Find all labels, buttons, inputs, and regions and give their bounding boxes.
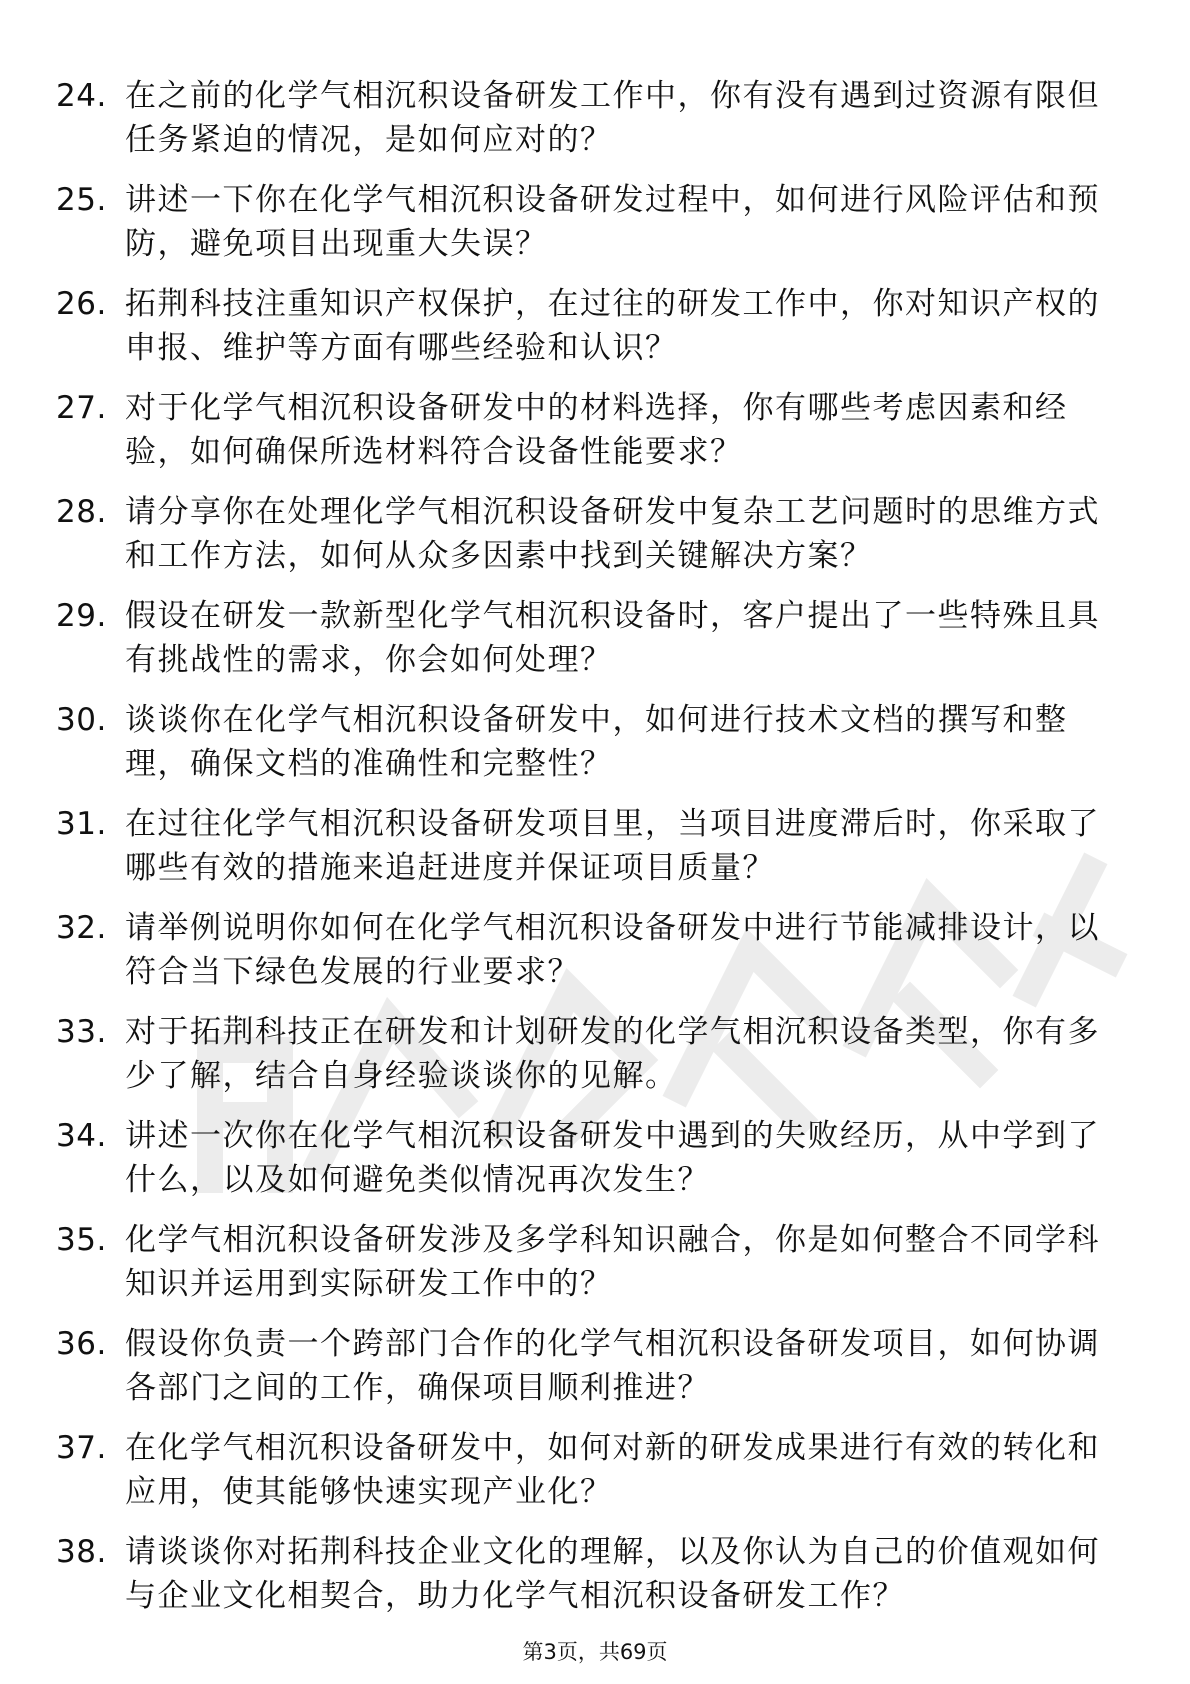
question-text: 拓荆科技注重知识产权保护，在过往的研发工作中，你对知识产权的申报、维护等方面有哪些经验和认识？ (125, 286, 1100, 366)
question-text: 假设在研发一款新型化学气相沉积设备时，客户提出了一些特殊且具有挑战性的需求，你会如何处理？ (125, 598, 1100, 678)
question-text: 讲述一下你在化学气相沉积设备研发过程中，如何进行风险评估和预防，避免项目出现重大失误？ (125, 182, 1100, 262)
list-item (0, 486, 1190, 590)
question-number: 34. (56, 1118, 107, 1154)
list-item (0, 278, 1190, 382)
list-item (0, 70, 1190, 174)
list-item (0, 1422, 1190, 1526)
question-number: 35. (56, 1222, 107, 1258)
question-number: 36. (56, 1326, 107, 1362)
list-item (0, 590, 1190, 694)
question-number: 37. (56, 1430, 107, 1466)
question-number: 28. (56, 494, 107, 530)
page-number: 第3页，共69页 (522, 1640, 668, 1664)
question-number: 30. (56, 702, 107, 738)
list-item (0, 1214, 1190, 1318)
question-list (0, 70, 1190, 1630)
list-item (0, 1526, 1190, 1630)
question-number: 24. (56, 78, 107, 114)
list-item (0, 1006, 1190, 1110)
question-text: 在化学气相沉积设备研发中，如何对新的研发成果进行有效的转化和应用，使其能够快速实现产业化？ (125, 1430, 1100, 1510)
question-number: 27. (56, 390, 107, 426)
question-number: 29. (56, 598, 107, 634)
question-text: 请分享你在处理化学气相沉积设备研发中复杂工艺问题时的思维方式和工作方法，如何从众多因素中找到关键解决方案？ (125, 494, 1100, 574)
list-item (0, 798, 1190, 902)
question-text: 谈谈你在化学气相沉积设备研发中，如何进行技术文档的撰写和整理，确保文档的准确性和完整性？ (125, 702, 1068, 782)
question-number: 25. (56, 182, 107, 218)
question-text: 假设你负责一个跨部门合作的化学气相沉积设备研发项目，如何协调各部门之间的工作，确保项目顺利推进？ (125, 1326, 1100, 1406)
question-text: 对于拓荆科技正在研发和计划研发的化学气相沉积设备类型，你有多少了解，结合自身经验谈谈你的见解。 (125, 1014, 1100, 1094)
question-text: 在之前的化学气相沉积设备研发工作中，你有没有遇到过资源有限但任务紧迫的情况，是如何应对的？ (125, 78, 1100, 158)
question-text: 对于化学气相沉积设备研发中的材料选择，你有哪些考虑因素和经验，如何确保所选材料符合设备性能要求？ (125, 390, 1068, 470)
question-text: 化学气相沉积设备研发涉及多学科知识融合，你是如何整合不同学科知识并运用到实际研发工作中的？ (125, 1222, 1100, 1302)
list-item (0, 902, 1190, 1006)
question-text: 讲述一次你在化学气相沉积设备研发中遇到的失败经历，从中学到了什么，以及如何避免类似情况再次发生？ (125, 1118, 1100, 1198)
question-number: 26. (56, 286, 107, 322)
question-number: 33. (56, 1014, 107, 1050)
list-item (0, 1110, 1190, 1214)
question-number: 32. (56, 910, 107, 946)
question-text: 在过往化学气相沉积设备研发项目里，当项目进度滞后时，你采取了哪些有效的措施来追赶进度并保证项目质量？ (125, 806, 1100, 886)
list-item (0, 174, 1190, 278)
question-number: 38. (56, 1534, 107, 1570)
question-number: 31. (56, 806, 107, 842)
question-text: 请谈谈你对拓荆科技企业文化的理解，以及你认为自己的价值观如何与企业文化相契合，助力化学气相沉积设备研发工作？ (125, 1534, 1100, 1614)
list-item (0, 382, 1190, 486)
list-item (0, 694, 1190, 798)
list-item (0, 1318, 1190, 1422)
question-text: 请举例说明你如何在化学气相沉积设备研发中进行节能减排设计，以符合当下绿色发展的行业要求？ (125, 910, 1100, 990)
